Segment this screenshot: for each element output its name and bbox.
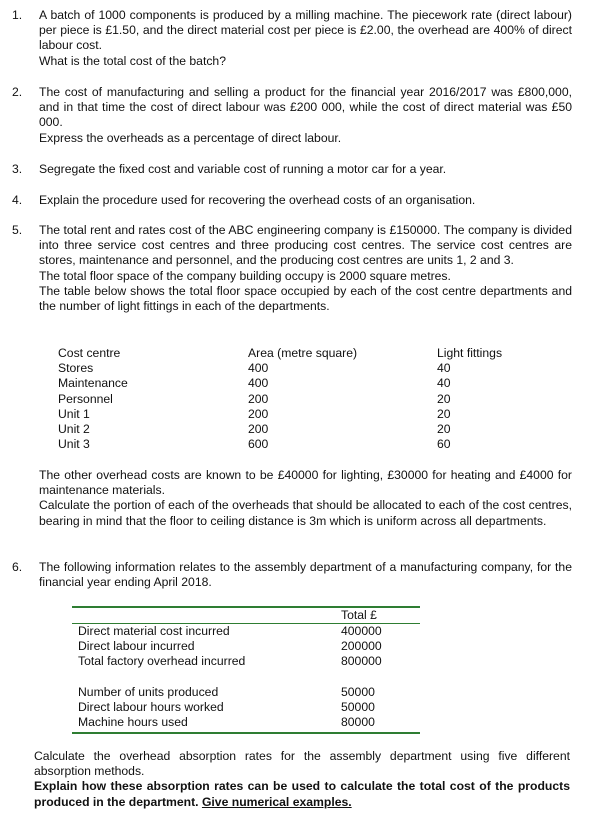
table-row (72, 639, 420, 654)
question-3 (12, 162, 572, 177)
cell: 20 (437, 421, 451, 436)
column-header: Area (metre square) (248, 346, 358, 360)
cell: Unit 3 (58, 437, 90, 452)
cell: Direct labour incurred (78, 639, 195, 654)
cell: 50000 (341, 700, 375, 715)
cell: 200 (248, 421, 269, 436)
column-header: Light fittings (437, 346, 503, 360)
cell: 20 (437, 406, 451, 421)
question-text: The cost of manufacturing and selling a product for the financial year 2016/2017 was £800,000, and in that time the cost of direct labour was £200 000, while the cost of direct material was £50 000. (39, 85, 572, 130)
question-2 (12, 85, 572, 146)
cell: Maintenance (58, 376, 128, 391)
paragraph: The total floor space of the company building occupy is 2000 square metres. (39, 268, 451, 283)
cell: 400 (248, 376, 269, 391)
question-5-continued (12, 468, 572, 529)
cell: Total factory overhead incurred (78, 654, 246, 669)
question-4 (12, 193, 572, 208)
cell: Machine hours used (78, 715, 188, 730)
table-row (72, 700, 420, 715)
column-header: Cost centre (58, 346, 121, 360)
question-number: 1. (12, 8, 23, 22)
table-header-row (72, 608, 420, 623)
cell: 200 (248, 391, 269, 406)
table-row (72, 685, 420, 700)
cell: 20 (437, 391, 451, 406)
cell: Direct material cost incurred (78, 624, 230, 638)
table-row (58, 422, 558, 437)
question-number: 6. (12, 560, 23, 574)
question-6-continued (34, 749, 570, 810)
bold-paragraph (34, 779, 570, 809)
question-number: 2. (12, 85, 23, 99)
question-text: Segregate the fixed cost and variable cost of running a motor car for a year. (39, 162, 447, 176)
cell: 400 (248, 361, 269, 376)
cell: Unit 2 (58, 421, 90, 436)
paragraph: Calculate the portion of each of the overheads that should be allocated to each of the cost centres, bearing in mind that the floor to ceiling distance is 3m which is uniform across all departments. (39, 498, 572, 528)
paragraph: The other overhead costs are known to be £40000 for lighting, £30000 for heating and £4000 for maintenance materials. (39, 468, 572, 498)
cell: 60 (437, 437, 451, 452)
cell: 400000 (341, 624, 382, 638)
table-rule-bottom (72, 732, 420, 734)
question-text: The following information relates to the assembly department of a manufacturing company, for the financial year ending April 2018. (39, 560, 572, 590)
question-text: Explain the procedure used for recovering the overhead costs of an organisation. (39, 193, 476, 207)
question-number: 5. (12, 223, 23, 237)
question-1 (12, 8, 572, 69)
table-row (58, 376, 558, 391)
table-row (72, 624, 420, 639)
underlined-text: Give numerical examples. (201, 794, 352, 809)
bold-text: Explain how these absorption rates can be used to calculate the total cost of the products produced in the department. (34, 779, 570, 809)
question-5 (12, 223, 572, 314)
cell: 40 (437, 361, 451, 376)
question-prompt: What is the total cost of the batch? (39, 53, 226, 68)
cell: Unit 1 (58, 406, 90, 421)
question-number: 4. (12, 193, 23, 207)
question-text: A batch of 1000 components is produced by a milling machine. The piecework rate (direct labour) per piece is £1.50, and the direct material cost per piece is £2.00, the overhead are 400% of direct labour cost. (39, 8, 572, 53)
cell: 50000 (341, 685, 375, 699)
question-number: 3. (12, 162, 23, 176)
cell: Direct labour hours worked (78, 700, 224, 715)
cell: 200 (248, 406, 269, 421)
paragraph: The total rent and rates cost of the ABC engineering company is £150000. The company is divided into three service cost centres and three producing cost centres. The service cost centres are stores, maintenance and personnel, and the producing cost centres are units 1, 2 and 3. (39, 223, 572, 268)
cell: 80000 (341, 715, 375, 730)
table-row (58, 407, 558, 422)
table-row (72, 654, 420, 669)
cell: Personnel (58, 391, 113, 406)
table-row (72, 715, 420, 730)
cell: 40 (437, 376, 451, 391)
paragraph: The table below shows the total floor space occupied by each of the cost centre departments and the number of light fittings in each of the departments. (39, 283, 572, 314)
table-row (58, 437, 558, 452)
cell: 200000 (341, 639, 382, 654)
cost-centre-table (58, 346, 558, 452)
cell: Stores (58, 361, 94, 376)
question-prompt: Express the overheads as a percentage of direct labour. (39, 130, 342, 145)
question-6 (12, 560, 572, 590)
column-header: Total £ (341, 608, 377, 622)
cell: 600 (248, 437, 269, 452)
cell: 800000 (341, 654, 382, 669)
table-row (58, 361, 558, 376)
table-header-row (58, 346, 558, 361)
cell: Number of units produced (78, 685, 219, 699)
paragraph: Calculate the overhead absorption rates for the assembly department using five different absorption methods. (34, 749, 570, 779)
table-row (58, 392, 558, 407)
